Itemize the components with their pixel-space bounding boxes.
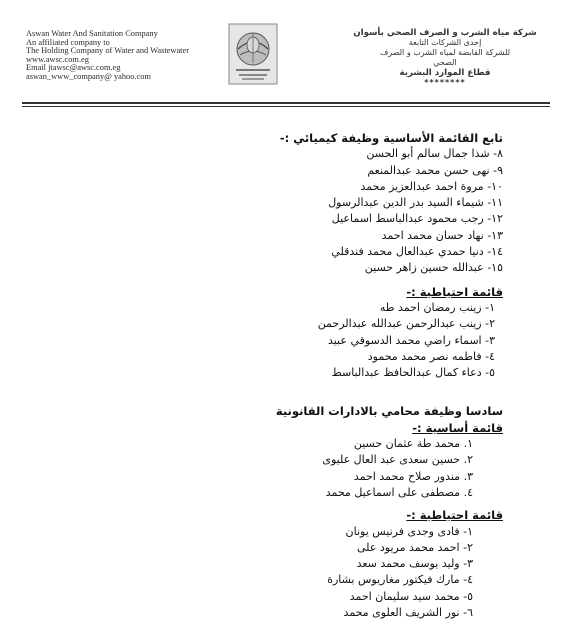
list-item: ٦- نور الشريف العلوى محمد [343,606,473,620]
list-item: ٣- وليد يوسف محمد سعد [356,557,473,571]
lawyer-section-title: سادسا وظيفة محامي بالادارات القانونية [275,404,503,419]
header-stars: ******** [424,78,466,87]
list-item: ٥- دعاء كمال عبدالحافظ عبدالباسط [331,366,495,380]
company-name-en: Aswan Water And Sanitation Company [26,29,158,38]
header-divider-thin [22,106,550,107]
list-item: ١٢- رجب محمود عبدالباسط اسماعيل [331,212,503,226]
list-item: ١١- شيماء السيد بدر الدين عبدالرسول [328,196,503,210]
list-item: ١. محمد طة عثمان حسين [353,437,473,451]
affiliated-ar: إحدى الشركات التابعة [408,38,482,47]
lawyer-main-title: قائمة أساسية :- [412,420,503,435]
chemist-section-title: تابع القائمة الأساسية وظيفة كيميائي :- [279,131,503,145]
affiliation-line: An affiliated company to [26,37,110,47]
holding-company-line: The Holding Company of Water and Wastewater [26,46,190,56]
company-header-english [26,30,226,82]
list-item: ٢. حسين سعدى عبد العال عليوى [322,453,473,467]
list-item: ٤- مارك فيكتور مغاريوس بشارة [327,573,473,587]
list-item: ١٠- مروة احمد عبدالعزيز محمد [360,179,503,193]
list-item: ٣. مندور صلاح محمد احمد [353,469,473,483]
list-item: ٤. مصطفى على اسماعيل محمد [325,485,473,499]
hr-sector-ar: قطاع الموارد البشرية [399,68,491,78]
list-item: ٥- محمد سيد سليمان احمد [349,589,473,603]
list-item: ١٣- نهاد حسان محمد احمد [381,228,503,242]
holding-company-ar: للشركة القابضة لمياه الشرب و الصرف [379,48,511,57]
list-item: ١٥- عبدالله حسين زاهر حسين [364,261,503,275]
company-header-arabic [345,28,545,88]
list-item: ٢- احمد محمد مريود على [357,540,473,554]
list-item: ١- فادى وجدى فرنيس يونان [345,524,473,538]
yahoo-email-line: aswan_www_company@ yahoo.com [26,71,151,81]
list-item: ١- زينب رمضان احمد طه [379,300,495,314]
email-line: Email jtawsc@awsc.com.eg [26,63,121,73]
website-line: www.awsc.com.eg [26,54,89,64]
lawyer-reserve-title: قائمة احتياطية :- [406,508,503,523]
chemist-reserve-title: قائمة احتياطية :- [406,284,503,299]
sanitation-ar: الصحي [433,58,457,67]
company-name-ar: شركة مياه الشرب و الصرف الصحي بأسوان [353,28,537,38]
list-item: ٨- شذا جمال سالم أبو الحسن [366,147,503,161]
header-divider-thick [22,102,550,104]
list-item: ٩- نهى حسن محمد عبدالمنعم [367,163,503,177]
list-item: ٢- زينب عبدالرحمن عبدالله عبدالرحمن [317,317,495,331]
company-logo [228,23,278,85]
document-body [63,130,503,621]
list-item: ٣- اسماء راضي محمد الدسوقي عبيد [327,333,495,347]
list-item: ١٤- دنيا حمدي عبدالعال محمد فندقلي [331,245,503,259]
list-item: ٤- فاطمه نصر محمد محمود [367,349,495,363]
